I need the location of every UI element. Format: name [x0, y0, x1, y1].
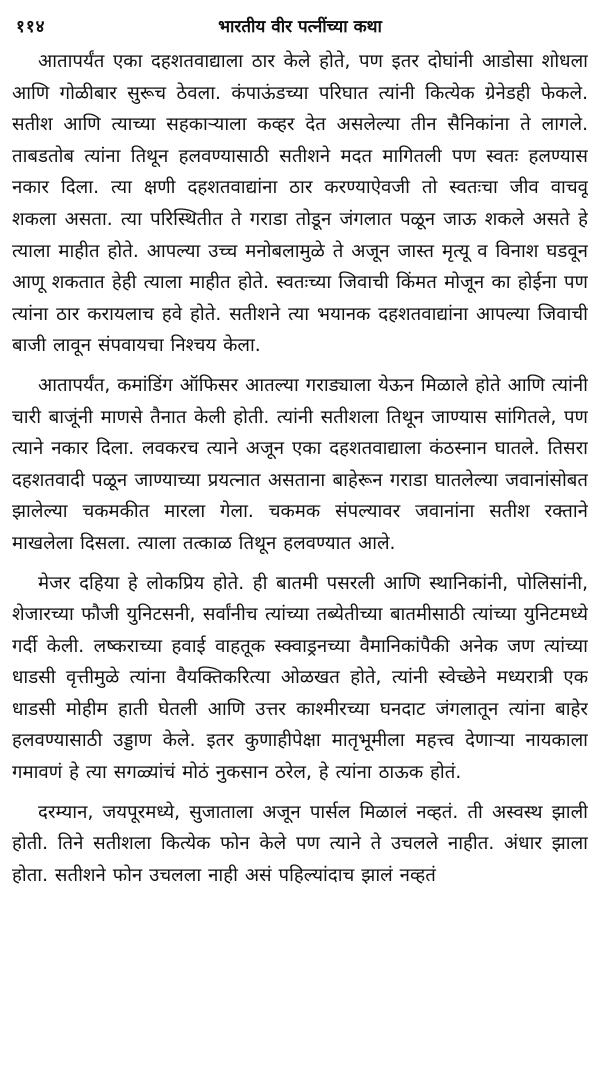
page-header	[12, 10, 588, 46]
running-title: भारतीय वीर पत्नींच्या कथा	[218, 17, 382, 37]
page-number: ११४	[16, 17, 46, 37]
paragraph: दरम्यान, जयपूरमध्ये, सुजाताला अजून पार्सल मिळालं नव्हतं. ती अस्वस्थ झाली होती. तिने सतीशला कित्येक फोन केले पण त्याने ते उचलले नाहीत. अंधार झाला होता. सतीशने फोन उचलला नाही असं पहिल्यांदाच झालं नव्हतं	[12, 801, 588, 886]
body-text	[12, 46, 588, 891]
paragraph: आतापर्यंत एका दहशतवाद्याला ठार केले होते, पण इतर दोघांनी आडोसा शोधला आणि गोळीबार सुरूच ठेवला. कंपाऊंडच्या परिघात त्यांनी कित्येक ग्रेनेडही फेकले. सतीश आणि त्याच्या सहकाऱ्याला कव्हर देत असलेल्या तीन सैनिकांना ते लागले. ताबडतोब त्यांना तिथून हलवण्यासाठी सतीशने मदत मागितली पण स्वतः हलण्यास नकार दिला. त्या क्षणी दहशतवाद्यांना ठार करण्याऐवजी तो स्वतःचा जीव वाचवू शकला असता. त्या परिस्थितीत ते गराडा तोडून जंगलात पळून जाऊ शकले असते हे त्याला माहीत होते. आपल्या उच्च मनोबलामुळे ते अजून जास्त मृत्यू व विनाश घडवून आणू शकतात हेही त्याला माहीत होते. स्वतःच्या जिवाची किंमत मोजून का होईना पण त्यांना ठार करायलाच हवे होते. सतीशने त्या भयानक दहशतवाद्यांना आपल्या जिवाची बाजी लावून संपवायचा निश्चय केला.	[12, 51, 588, 357]
book-page	[12, 10, 588, 1058]
paragraph: आतापर्यंत, कमांडिंग ऑफिसर आतल्या गराड्याला येऊन मिळाले होते आणि त्यांनी चारी बाजूंनी माणसे तैनात केली होती. त्यांनी सतीशला तिथून जाण्यास सांगितले, पण त्याने नकार दिला. लवकरच त्याने अजून एका दहशतवाद्याला कंठस्नान घातले. तिसरा दहशतवादी पळून जाण्याच्या प्रयत्नात असताना बाहेरून गराडा घातलेल्या जवानांसोबत झालेल्या चकमकीत मारला गेला. चकमक संपल्यावर जवानांना सतीश रक्ताने माखलेला दिसला. त्याला तत्काळ तिथून हलवण्यात आले.	[12, 374, 588, 554]
paragraph: मेजर दहिया हे लोकप्रिय होते. ही बातमी पसरली आणि स्थानिकांनी, पोलिसांनी, शेजारच्या फौजी युनिटसनी, सर्वांनीच त्यांच्या तब्येतीच्या बातमीसाठी त्यांच्या युनिटमध्ये गर्दी केली. लष्कराच्या हवाई वाहतूक स्क्वाड्रनच्या वैमानिकांपैकी अनेक जण त्यांच्या धाडसी वृत्तीमुळे त्यांना वैयक्तिकरित्या ओळखत होते, त्यांनी स्वेच्छेने मध्यरात्री एक धाडसी मोहीम हाती घेतली आणि उत्तर काश्मीरच्या घनदाट जंगलातून त्यांना बाहेर हलवण्यासाठी उड्डाण केले. इतर कुणाहीपेक्षा मातृभूमीला महत्त्व देणाऱ्या नायकाला गमावणं हे त्या सगळ्यांचं मोठं नुकसान ठरेल, हे त्यांना ठाऊक होतं.	[12, 572, 588, 784]
